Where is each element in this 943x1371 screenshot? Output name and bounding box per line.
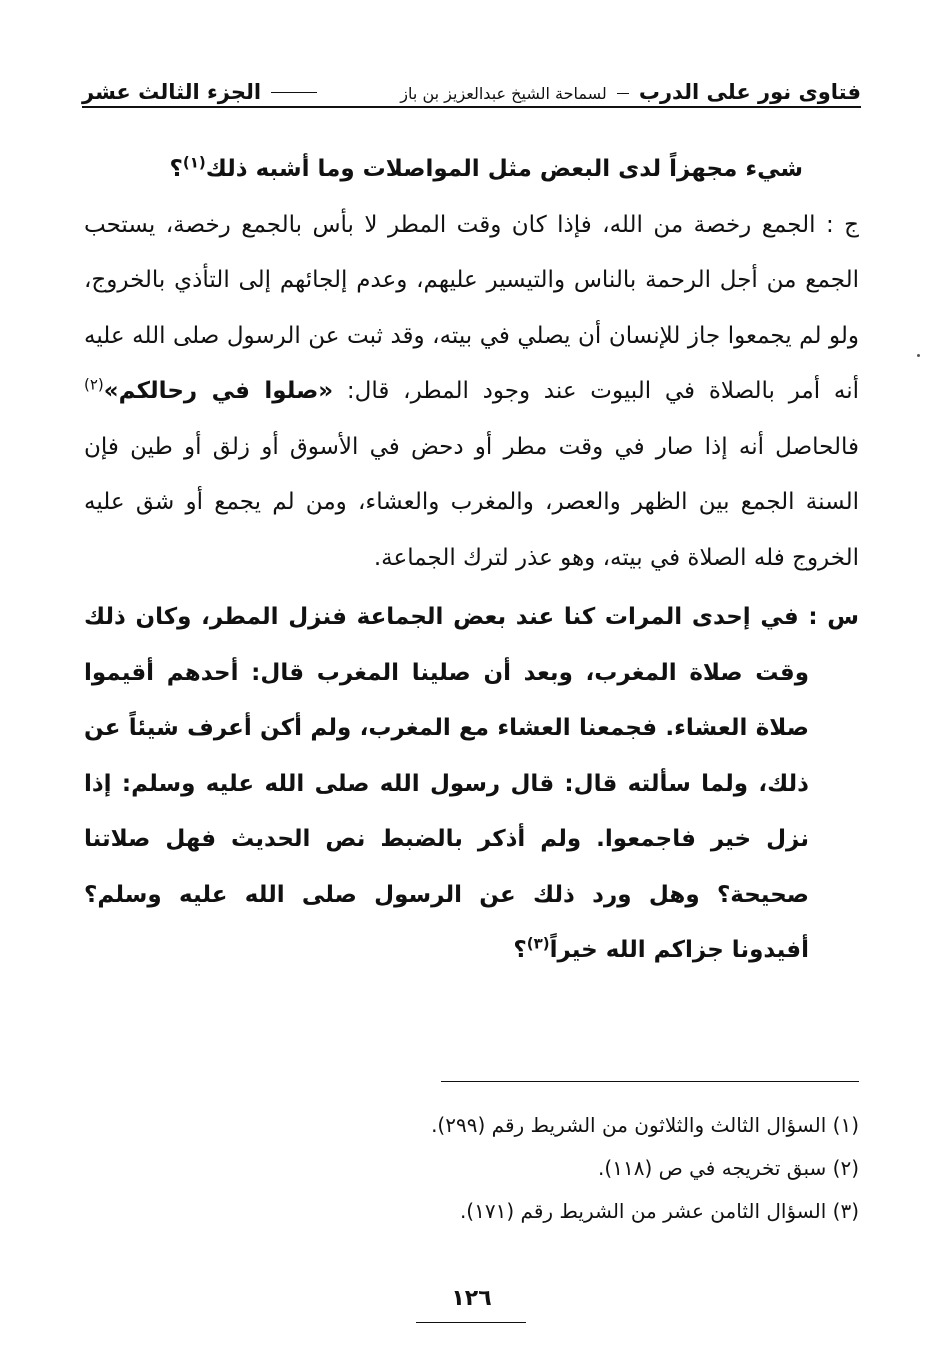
question-2-paragraph: س : في إحدى المرات كنا عند بعض الجماعة فنزل المطر، وكان ذلك وقت صلاة المغرب، وبعد أن صلينا المغرب قال: أحدهم أقيموا صلاة العشاء. فجمعنا العشاء مع المغرب، ولم أكن أعرف شيئاً عن ذلك، ولما سألته قال: قال رسول الله صلى الله عليه وسلم: إذا نزل خير فاجمعوا. ولم أذكر بالضبط نص الحديث فهل صلاتنا صحيحة؟ وهل ورد ذلك عن الرسول صلى الله عليه وسلم؟ أفيدونا جزاكم الله خيراً$^{(٣)}$؟ bbox=[84, 604, 859, 963]
running-header bbox=[82, 74, 861, 110]
footnote-ref: (٣) bbox=[526, 934, 550, 953]
header-book-info bbox=[400, 80, 861, 104]
header-divider bbox=[82, 106, 861, 108]
footnote-3: (٣) السؤال الثامن عشر من الشريط رقم (١٧١). bbox=[459, 1199, 859, 1223]
page-number: ١٢٦ bbox=[451, 1286, 492, 1311]
book-title: فتاوى نور على الدرب bbox=[638, 80, 861, 104]
book-author: لسماحة الشيخ عبدالعزيز بن باز bbox=[400, 84, 607, 103]
hadith-quote: «صلوا في رحالكم» bbox=[103, 378, 334, 404]
footnote-ref: (١) bbox=[182, 153, 206, 172]
answer-paragraph: ج : الجمع رخصة من الله، فإذا كان وقت المطر لا بأس بالجمع رخصة، يستحب الجمع من أجل الرحمة بالناس والتيسير عليهم، وعدم إلجائهم إلى التأذي بالخروج، ولو لم يجمعوا جاز للإنسان أن يصلي في بيته، وقد ثبت عن الرسول صلى الله عليه أنه أمر بالصلاة في البيوت عند وجود المطر، قال: «صلوا في رحالكم»$^{(٢)}$ فالحاصل أنه إذا صار في وقت مطر أو دحض في الأسوق أو زلق أو طين فإن السنة الجمع بين الظهر والعصر، والمغرب والعشاء، ومن لم يجمع أو شق عليه الخروج فله الصلاة في بيته، وهو عذر لترك الجماعة. bbox=[84, 211, 859, 571]
footnote-ref: (٢) bbox=[84, 375, 104, 394]
question-1-continuation: شيء مجهزاً لدى البعض مثل المواصلات وما أشبه ذلك$^{(١)}$؟ bbox=[169, 153, 803, 182]
footnotes bbox=[84, 1104, 859, 1233]
margin-speck bbox=[917, 354, 920, 357]
book-part: الجزء الثالث عشر bbox=[82, 80, 262, 104]
header-dash bbox=[617, 93, 629, 94]
page-body bbox=[84, 142, 859, 979]
header-part-info bbox=[82, 80, 321, 104]
footnote-separator bbox=[441, 1081, 859, 1082]
footnote-1: (١) السؤال الثالث والثلاثون من الشريط رقم (٢٩٩). bbox=[431, 1113, 859, 1137]
header-dash bbox=[271, 92, 317, 93]
footnote-2: (٢) سبق تخريجه في ص (١١٨). bbox=[598, 1156, 859, 1180]
page-number-rule bbox=[416, 1322, 526, 1323]
